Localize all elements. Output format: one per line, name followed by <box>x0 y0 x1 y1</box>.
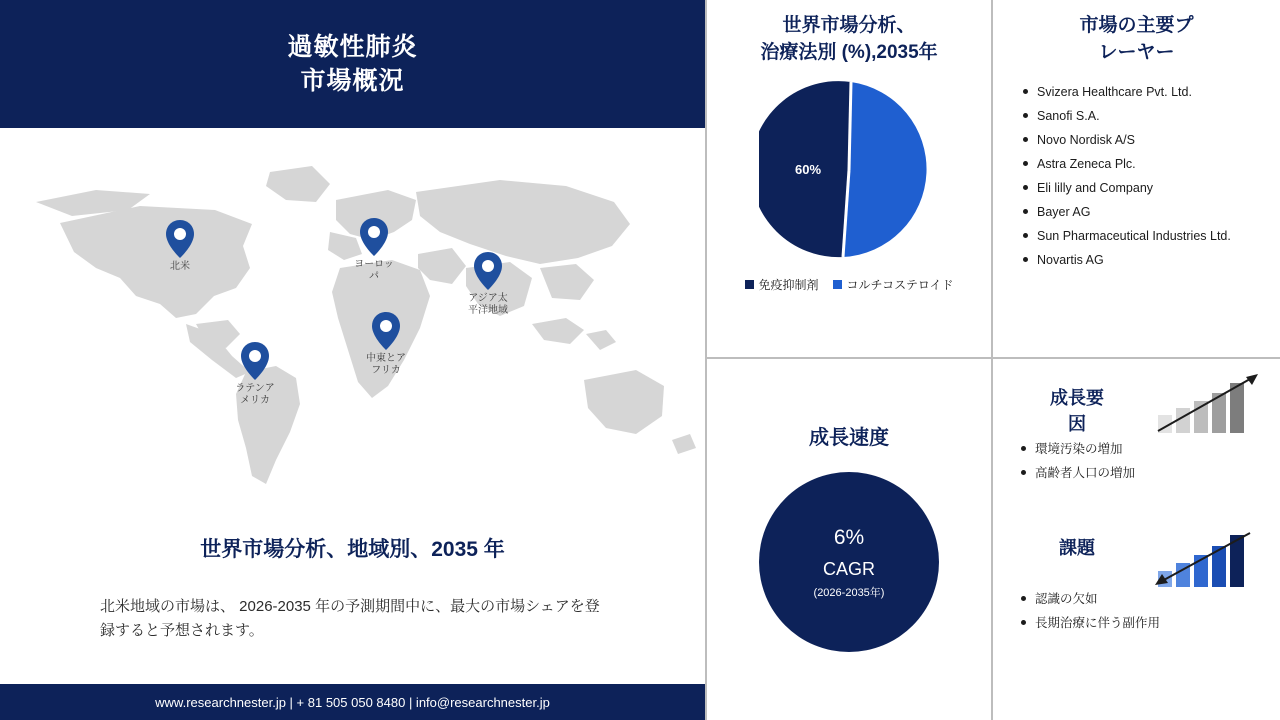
challenges-bar-chart <box>1154 527 1264 596</box>
regional-analysis-subtitle: 世界市場分析、地域別、2035 年 <box>200 538 505 561</box>
map-pin-icon <box>472 250 504 292</box>
treatment-share-title-line-1: 世界市場分析、 <box>782 15 916 36</box>
cagr-period: (2026-2035年) <box>813 587 885 599</box>
list-item: 高齢者人口の増加 <box>1035 461 1266 485</box>
list-item: Svizera Healthcare Pvt. Ltd. <box>1037 80 1270 104</box>
map-pin-icon <box>358 216 390 258</box>
challenges-bar-svg <box>1154 527 1264 591</box>
slide-title-line-2: 市場概況 <box>300 67 405 95</box>
legend-item-corticosteroid <box>833 276 954 293</box>
pie-divider-line <box>849 82 851 170</box>
growth-rate-title: 成長速度 <box>809 427 889 449</box>
world-map-shapes <box>0 128 705 528</box>
treatment-share-title <box>707 0 991 66</box>
list-item: 認識の欠如 <box>1035 587 1266 611</box>
map-pin-label: アジア太平洋地域 <box>468 293 508 316</box>
pie-slice-corticosteroid <box>843 82 927 257</box>
map-pin-label: 北米 <box>170 261 190 272</box>
legend-swatch-icon <box>833 280 842 289</box>
map-pin-label: ヨーロッパ <box>354 259 394 282</box>
list-item: Bayer AG <box>1037 200 1270 224</box>
key-players-title-line-1: 市場の主要プ <box>1079 15 1194 36</box>
cagr-value: 6% <box>833 526 865 549</box>
list-item: Astra Zeneca Plc. <box>1037 152 1270 176</box>
key-players-list <box>993 80 1280 272</box>
growth-drivers-title-line-1: 成長要 <box>1050 388 1104 408</box>
key-players-title <box>993 0 1280 66</box>
growth-drivers-list <box>993 437 1280 485</box>
growth-rate-card <box>707 359 993 720</box>
list-item: 長期治療に伴う副作用 <box>1035 611 1266 635</box>
list-item: Sanofi S.A. <box>1037 104 1270 128</box>
challenges-header <box>993 513 1280 583</box>
slide-title-line-1: 過敏性肺炎 <box>287 33 418 61</box>
key-players-card <box>993 0 1280 359</box>
growth-drivers-challenges-card <box>993 359 1280 720</box>
slide-title-band <box>0 0 705 128</box>
legend-label: コルチコステロイド <box>846 278 954 292</box>
list-item: Novartis AG <box>1037 248 1270 272</box>
growth-drivers-header <box>993 359 1280 433</box>
treatment-share-title-line-2: 治療法別 (%),2035年 <box>760 42 938 63</box>
legend-item-immunosuppressant <box>745 276 819 293</box>
footer-contact-text: www.researchnester.jp | + 81 505 050 8480 | info@researchnester.jp <box>155 694 550 710</box>
cagr-circle <box>759 472 939 652</box>
key-players-title-line-2: レーヤー <box>1098 42 1175 63</box>
list-item: Eli lilly and Company <box>1037 176 1270 200</box>
list-item: 環境汚染の増加 <box>1035 437 1266 461</box>
map-pin-europe[interactable] <box>354 216 394 283</box>
map-pin-icon <box>370 310 402 352</box>
map-pin-north-america[interactable] <box>163 218 197 273</box>
map-pin-icon <box>164 218 196 260</box>
regional-analysis-description: 北米地域の市場は、 2026-2035 年の予測期間中に、最大の市場シェアを登録すると予想されます。 <box>100 598 600 639</box>
challenges-title: 課題 <box>1059 538 1095 558</box>
world-map <box>0 128 705 528</box>
footer-contact-bar <box>0 684 705 720</box>
list-item: Novo Nordisk A/S <box>1037 128 1270 152</box>
growth-drivers-title-line-2: 因 <box>1068 414 1086 434</box>
map-pin-label: 中東とアフリカ <box>366 353 406 376</box>
challenges-list <box>993 587 1280 635</box>
growth-drivers-bar-chart <box>1154 373 1264 442</box>
treatment-share-card <box>707 0 993 359</box>
growth-bar-svg <box>1154 373 1264 437</box>
map-pin-icon <box>239 340 271 382</box>
pie-data-label: 60% <box>795 162 822 177</box>
treatment-share-pie-chart <box>759 80 939 260</box>
map-pin-middle-east-africa[interactable] <box>366 310 406 377</box>
pie-legend <box>707 276 991 293</box>
legend-label: 免疫抑制剤 <box>758 278 819 292</box>
growth-drivers-title <box>1017 385 1137 437</box>
map-pin-asia-pacific[interactable] <box>468 250 508 317</box>
cagr-word: CAGR <box>822 559 875 579</box>
legend-swatch-icon <box>745 280 754 289</box>
map-pin-label: ラテンアメリカ <box>235 383 275 406</box>
list-item: Sun Pharmaceutical Industries Ltd. <box>1037 224 1270 248</box>
map-pin-latin-america[interactable] <box>235 340 275 407</box>
pie-svg <box>759 80 939 260</box>
